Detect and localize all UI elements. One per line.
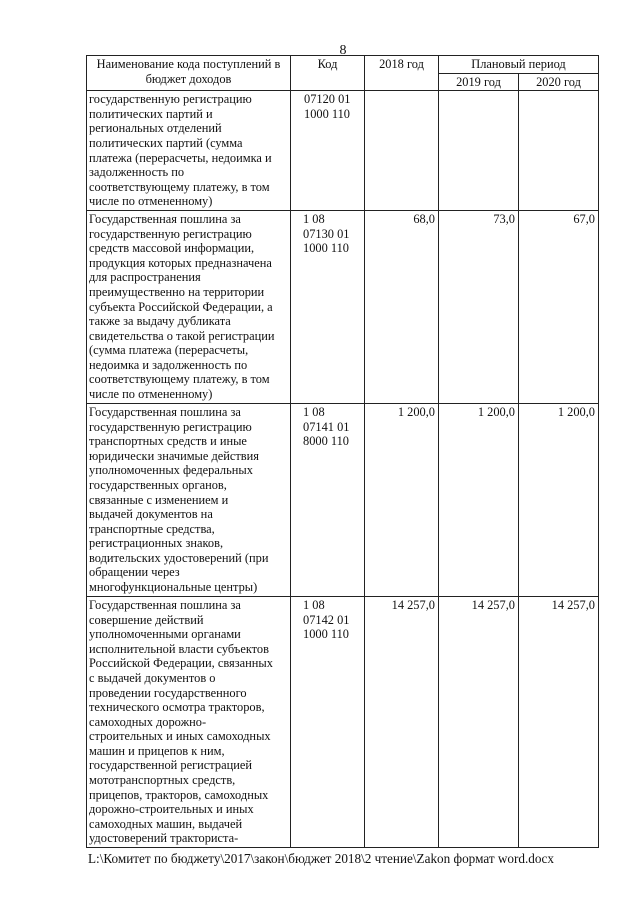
table-row: [87, 210, 599, 403]
value-2018-cell: [365, 91, 439, 211]
value-2020-cell: [519, 91, 599, 211]
value-2018-cell: 1 200,0: [365, 403, 439, 596]
revenue-code-cell: 1 08 07130 01 1000 110: [291, 210, 365, 403]
value-2020-cell: 14 257,0: [519, 596, 599, 847]
value-2020-cell: 1 200,0: [519, 403, 599, 596]
column-header-name: Наименование кода поступлений в бюджет доходов: [87, 56, 291, 91]
column-header-2018: 2018 год: [365, 56, 439, 91]
revenue-name-cell: государственную регистрацию политических партий и региональных отделений политических партий (сумма платежа (перерасчеты, недоимка и задолженность по соответствующему платежу, в том числе по отмененному): [87, 91, 291, 211]
revenue-code-cell: 07120 01 1000 110: [291, 91, 365, 211]
revenue-name-cell: Государственная пошлина за совершение действий уполномоченными органами исполнительной власти субъектов Российской Федерации, связанных с выдачей документов о проведении государственного технического осмотра тракторов, самоходных дорожно- строительных и иных самоходных машин и прицепов к ним, государственной регистрацией мототранспортных средств, прицепов, тракторов, самоходных дорожно-строительных и иных самоходных машин, выдачей удостоверений тракториста-: [87, 596, 291, 847]
revenue-code-cell: 1 08 07142 01 1000 110: [291, 596, 365, 847]
table-row: [87, 403, 599, 596]
revenue-table: [86, 55, 599, 848]
revenue-code-cell: 1 08 07141 01 8000 110: [291, 403, 365, 596]
revenue-name-cell: Государственная пошлина за государственную регистрацию средств массовой информации, продукция которых предназначена для распространения преимущественно на территории субъекта Российской Федерации, а также за выдачу дубликата свидетельства о такой регистрации (сумма платежа (перерасчеты, недоимка и задолженность по соответствующему платежу, в том числе по отмененному): [87, 210, 291, 403]
value-2019-cell: [439, 91, 519, 211]
value-2020-cell: 67,0: [519, 210, 599, 403]
page-number: 8: [339, 43, 347, 58]
revenue-name-cell: Государственная пошлина за государственную регистрацию транспортных средств и иные юридически значимые действия уполномоченных федеральных государственных органов, связанные с изменением и выдачей документов на транспортные средства, регистрационных знаков, водительских удостоверений (при обращении через многофункциональные центры): [87, 403, 291, 596]
value-2019-cell: 1 200,0: [439, 403, 519, 596]
column-header-planned-period: Плановый период: [439, 56, 599, 74]
column-header-code: Код: [291, 56, 365, 91]
value-2019-cell: 73,0: [439, 210, 519, 403]
file-path-footer: L:\Комитет по бюджету\2017\закон\бюджет 2018\2 чтение\Zakon формат word.docx: [88, 851, 554, 866]
table-row: [87, 91, 599, 211]
column-header-2020: 2020 год: [519, 73, 599, 91]
value-2018-cell: 14 257,0: [365, 596, 439, 847]
table-header-row: [87, 56, 599, 74]
value-2018-cell: 68,0: [365, 210, 439, 403]
table-row: [87, 596, 599, 847]
column-header-2019: 2019 год: [439, 73, 519, 91]
value-2019-cell: 14 257,0: [439, 596, 519, 847]
